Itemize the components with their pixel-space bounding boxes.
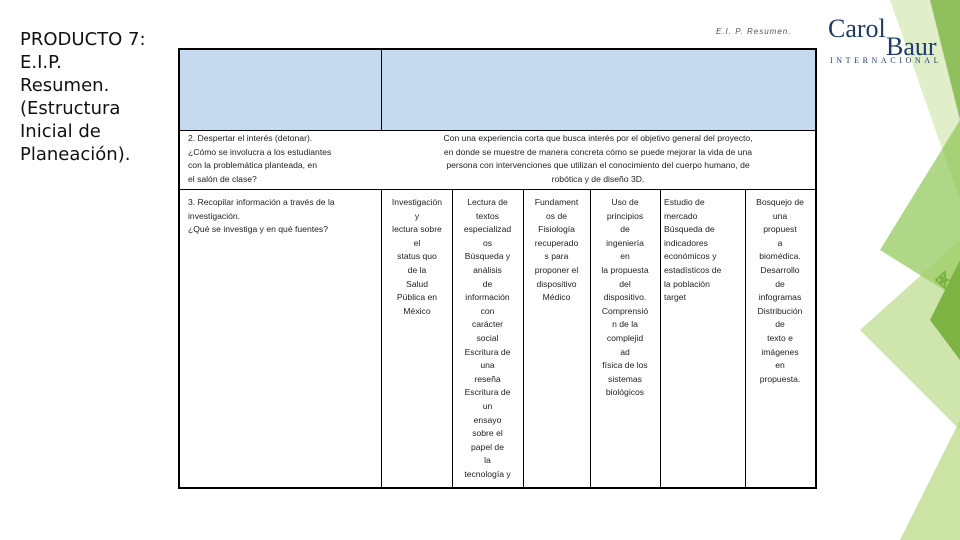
table-header-row [180, 50, 815, 130]
row3-col-4: Uso de principios de ingeniería en la propuesta del dispositivo. Comprensió n de la complejid ad física de los sistemas biológicos [601, 197, 649, 398]
row3-col-5: Estudio de mercado Búsqueda de indicadores económicos y estadísticos de la población target [664, 197, 722, 303]
header-caption: E.I. P. Resumen. [716, 27, 792, 36]
column-divider [660, 189, 661, 487]
row3-col-2: Lectura de textos especializad os Búsqueda y análisis de información con carácter social Escritura de una reseña Escritura de un ensayo sobre el papel de la tecnología y [463, 197, 512, 479]
column-divider [523, 189, 524, 487]
carol-baur-logo [828, 14, 948, 66]
column-divider [381, 50, 382, 130]
row-divider [180, 189, 815, 190]
column-divider [745, 189, 746, 487]
column-divider [590, 189, 591, 487]
row3-col-3: Fundament os de Fisiología recuperado s para proponer el dispositivo Médico [534, 197, 579, 303]
row3-col-1: Investigación y lectura sobre el status quo de la Salud Pública en México [391, 197, 443, 316]
logo-word-3: INTERNACIONAL [830, 56, 943, 65]
logo-word-2: Baur [886, 32, 937, 61]
row3-label: 3. Recopilar información a través de la investigación. ¿Qué se investiga y en qué fuentes? [188, 197, 335, 235]
column-divider [452, 189, 453, 487]
slide-title: PRODUCTO 7: E.I.P. Resumen. (Estructura Inicial de Planeación). [20, 29, 146, 165]
planning-table [178, 48, 817, 489]
logo-word-1: Carol [828, 14, 886, 43]
row-divider [180, 130, 815, 131]
row3-col-6: Bosquejo de una propuest a biomédica. Desarrollo de infogramas Distribución de texto e imágenes en propuesta. [756, 197, 804, 384]
row2-content: Con una experiencia corta que busca interés por el objetivo general del proyecto, en donde se muestre de manera concreta cómo se puede mejorar la vida de una persona con intervenciones que utilizan el conocimiento del cuerpo humano, de robótica y de diseño 3D. [443, 133, 753, 184]
row2-label: 2. Despertar el interés (detonar). ¿Cómo se involucra a los estudiantes con la problemática planteada, en el salón de clase? [188, 133, 332, 184]
column-divider [381, 189, 382, 487]
